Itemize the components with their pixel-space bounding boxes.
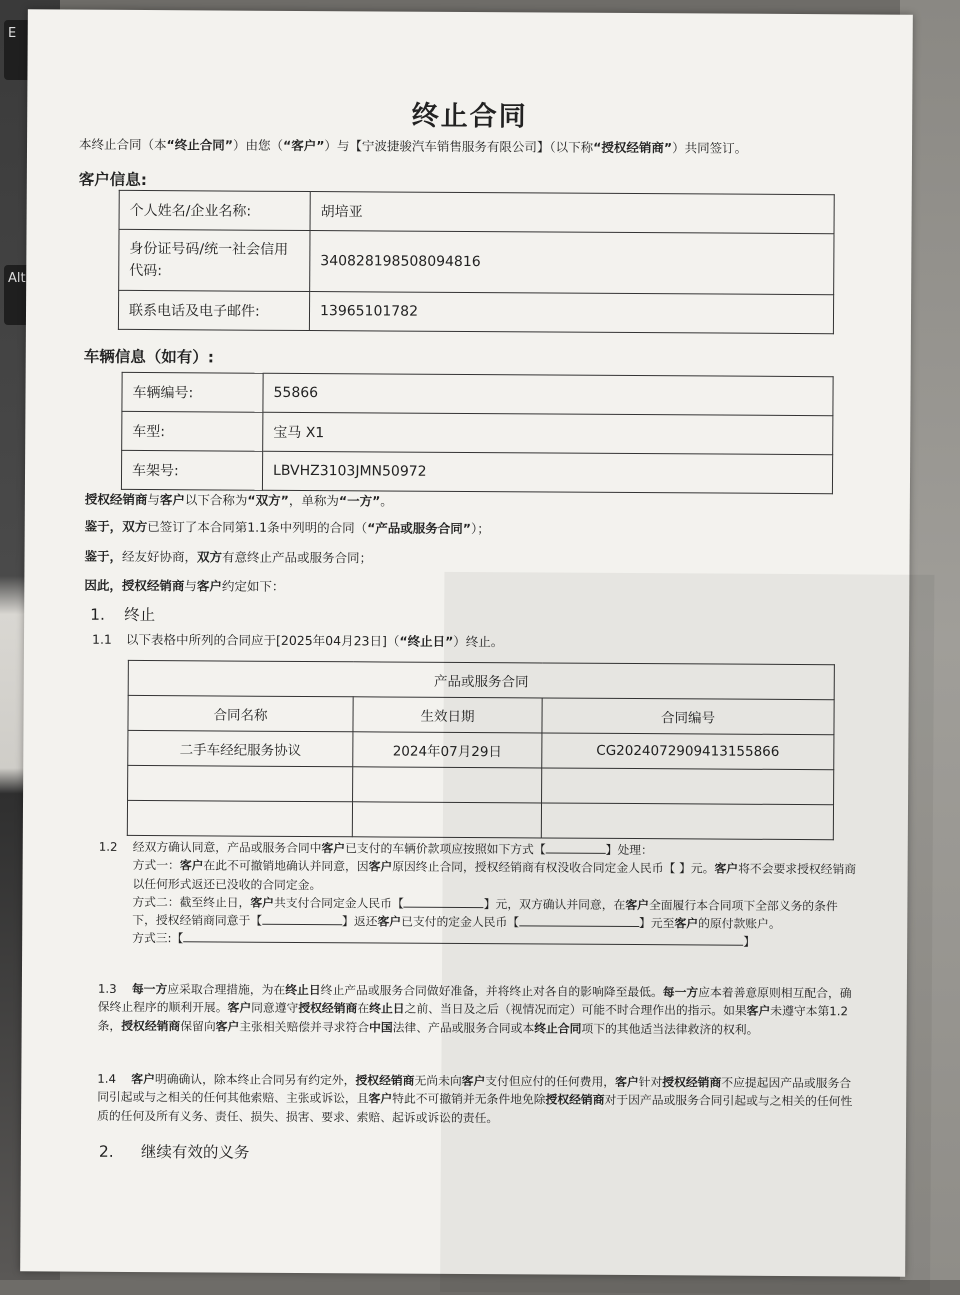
vehicle-model-value: 宝马 X1	[263, 412, 833, 454]
customer-name-value: 胡培亚	[310, 192, 834, 234]
vehicle-vin-value: LBVHZ3103JMN50972	[262, 451, 832, 493]
vehicle-info-table	[121, 372, 834, 494]
clause-1-2-intro: 1.2 经双方确认同意，产品或服务合同中客户已支付的车辆价款项应按照如下方式【 】处理：	[98, 839, 653, 858]
table-row	[122, 411, 833, 454]
therefore-paragraph: 因此，授权经销商与客户约定如下：	[84, 577, 285, 594]
section-2-heading: 2. 继续有效的义务	[98, 1142, 250, 1162]
clause-1-2-method-3: 方式三:【 】	[132, 931, 756, 950]
clause-1-2-method-1: 方式一：客户在此不可撤销地确认并同意，因客户原因终止合同，授权经销商有权没收合同定金人民币【 】元。客户将不会要求授权经销商以任何形式返还已没收的合同定金。	[132, 858, 857, 892]
whereas-paragraph-1: 鉴于，双方已签订了本合同第1.1条中列明的合同（“产品或服务合同”）；	[84, 518, 490, 537]
vehicle-model-label: 车型:	[122, 411, 263, 451]
contract-name-cell: 二手车经纪服务协议	[128, 730, 353, 766]
clause-1-3: 1.3 每一方应采取合理措施，为在终止日终止产品或服务合同做好准备，并将终止对各自的影响降至最低。每一方应本着善意原则相互配合，确保终止程序的顺利开展。客户同意遵守授权经销商在终止日之前、当日及之后（视情况而定）可能不时合理作出的指示。如果客户未遵守本第1.2条，授权经销商保留向客户主张相关赔偿并寻求符合中国法律、产品或服务合同或本终止合同项下的其他适当法律救济的权利。	[97, 981, 852, 1037]
column-header-number: 合同编号	[542, 698, 834, 735]
vehicle-number-label: 车辆编号:	[122, 372, 263, 412]
vehicle-vin-label: 车架号:	[121, 450, 262, 490]
contract-date-cell: 2024年07月29日	[353, 732, 542, 768]
column-header-date: 生效日期	[353, 697, 542, 733]
light-shadow	[440, 572, 934, 1295]
table-row	[122, 372, 833, 415]
customer-info-table	[118, 190, 835, 334]
customer-info-heading: 客户信息:	[78, 170, 148, 190]
contracts-table-title: 产品或服务合同	[128, 660, 834, 699]
section-1-heading: 1. 终止	[90, 605, 156, 625]
whereas-paragraph-2: 鉴于，经友好协商，双方有意终止产品或服务合同；	[84, 548, 373, 566]
table-row	[121, 450, 832, 493]
contract-sheet	[20, 9, 913, 1276]
keyboard-key-e: E	[4, 20, 38, 80]
customer-contact-value: 13965101782	[309, 292, 833, 334]
customer-name-label: 个人姓名/企业名称:	[119, 190, 310, 230]
table-row	[119, 229, 834, 294]
column-header-name: 合同名称	[128, 695, 353, 731]
vehicle-info-heading: 车辆信息（如有）:	[83, 347, 214, 367]
vehicle-number-value: 55866	[263, 373, 833, 415]
clause-1-4: 1.4 客户明确确认，除本终止合同另有约定外，授权经销商无尚未向客户支付但应付的任何费用，客户针对授权经销商不应提起因产品或服务合同引起或与之相关的任何其他索赔、主张或诉讼，且客户特此不可撤销并无条件地免除授权经销商对于因产品或服务合同引起或与之相关的任何性质的任何及所有义务、责任、损失、损害、要求、索赔、起诉或诉讼的责任。	[97, 1071, 853, 1125]
table-row	[118, 290, 833, 333]
customer-id-value: 340828198508094816	[310, 231, 834, 295]
customer-contact-label: 联系电话及电子邮件:	[118, 290, 309, 330]
contract-number-cell: CG2024072909413155866	[542, 733, 834, 770]
table-row	[119, 190, 834, 233]
intro-paragraph: 本终止合同（本“终止合同”）由您（“客户”）与【宁波捷骏汽车销售服务有限公司】（以下称“授权经销商”）共同签订。	[78, 136, 748, 156]
page-title: 终止合同	[411, 100, 528, 133]
customer-id-label: 身份证号码/统一社会信用代码:	[119, 229, 310, 291]
clause-1-2-method-2: 方式二：截至终止日，客户共支付合同定金人民币【 】元，双方确认并同意，在客户全面履行本合同项下全部义务的条件下，授权经销商同意于【 】返还客户已支付的定金人民币【 】元至客户的原付款账户。	[132, 894, 838, 932]
parties-paragraph: 授权经销商与客户以下合称为“双方”，单称为“一方”。	[84, 491, 393, 509]
clause-1-1: 1.1 以下表格中所列的合同应于[2025年04月23日]（“终止日”）终止。	[91, 631, 504, 650]
keyboard-key-alt: Alt	[4, 265, 38, 325]
